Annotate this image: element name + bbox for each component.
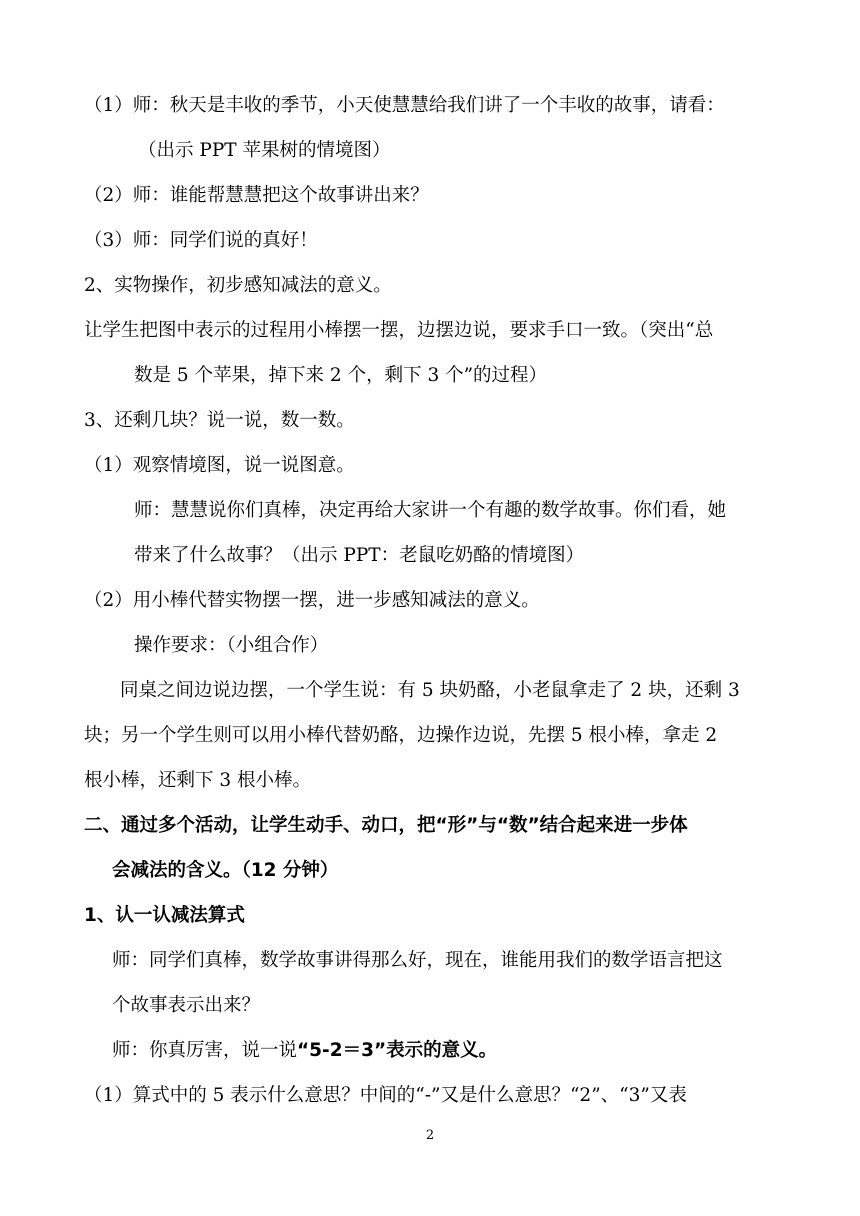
text-line: 同桌之间边说边摆，一个学生说：有 5 块奶酪，小老鼠拿走了 2 块，还剩 3: [120, 680, 740, 701]
text-line: 带来了什么故事？（出示 PPT：老鼠吃奶酪的情境图）: [134, 545, 585, 566]
subsection-heading: 1、认一认减法算式: [84, 905, 245, 926]
text-line: 3、还剩几块？说一说，数一数。: [84, 410, 355, 431]
text-line: （1）师：秋天是丰收的季节，小天使慧慧给我们讲了一个丰收的故事，请看：: [84, 95, 725, 116]
text-line: 师：慧慧说你们真棒，决定再给大家讲一个有趣的数学故事。你们看，她: [134, 500, 727, 521]
text-line: （2）用小棒代替实物摆一摆，进一步感知减法的意义。: [84, 590, 540, 611]
formula-emphasis: “5-2＝3”表示的意义。: [297, 1040, 498, 1061]
text-line: （1）算式中的 5 表示什么意思？中间的“-”又是什么意思？“2”、“3”又表: [84, 1085, 687, 1106]
text-fragment: 师：你真厉害，说一说: [112, 1040, 298, 1061]
page-number: 2: [425, 1128, 435, 1143]
section-heading: 二、通过多个活动，让学生动手、动口，把“形”与“数”结合起来进一步体: [84, 815, 688, 836]
text-line: （出示 PPT 苹果树的情境图）: [138, 140, 391, 161]
text-line: 师：同学们真棒，数学故事讲得那么好，现在，谁能用我们的数学语言把这: [112, 950, 723, 971]
text-line: （1）观察情境图，说一说图意。: [84, 455, 355, 476]
text-line: （2）师：谁能帮慧慧把这个故事讲出来？: [84, 185, 429, 206]
text-line: 操作要求：（小组合作）: [134, 635, 329, 656]
text-line: 数是 5 个苹果，掉下来 2 个，剩下 3 个”的过程）: [134, 365, 548, 386]
text-line: （3）师：同学们说的真好！: [84, 230, 318, 251]
text-line: 个故事表示出来？: [112, 995, 261, 1016]
section-heading: 会减法的含义。（12 分钟）: [112, 860, 339, 881]
text-line: 根小棒，还剩下 3 根小棒。: [84, 770, 312, 791]
text-line: 块；另一个学生则可以用小棒代替奶酪，边操作边说，先摆 5 根小棒，拿走 2: [84, 725, 718, 746]
text-line: [112, 1038, 497, 1064]
text-line: 让学生把图中表示的过程用小棒摆一摆，边摆边说，要求手口一致。（突出“总: [84, 320, 714, 341]
text-line: 2、实物操作，初步感知减法的意义。: [84, 275, 392, 296]
